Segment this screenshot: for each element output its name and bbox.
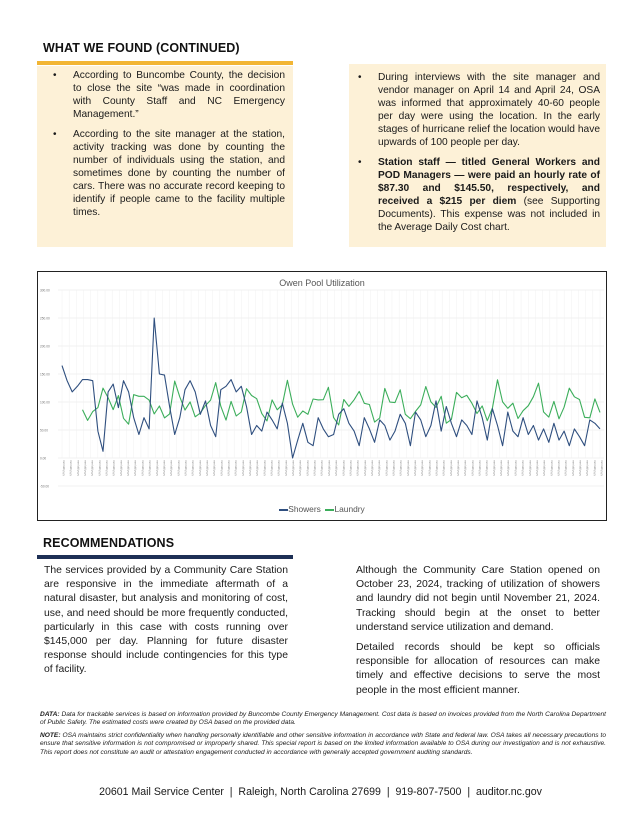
- recommendation-paragraph: Detailed records should be kept so officials responsible for allocation of resources can make timely and effective decisions to serve the most people in the most efficient manner.: [356, 642, 600, 696]
- x-tick-label: mm/dd/yyyy: [305, 460, 310, 477]
- confidentiality-note-label: NOTE:: [40, 732, 61, 739]
- y-tick-label: 100.00: [40, 400, 50, 405]
- confidentiality-note-text: OSA maintains strict confidentiality when handling personally identifiable and other sensitive information in accordance with State and federal law. OSA takes all necessary precautions to ensure that sensitive information is not compromised or improperly shared. This special report is based on the limited information available to OSA during our investigation and is not exhaustive. This report does not constitute an audit or attestation engagement conducted in accordance with generally accepted government auditing standards.: [40, 732, 606, 756]
- x-tick-label: mm/dd/yyyy: [442, 460, 447, 477]
- x-tick-label: mm/dd/yyyy: [76, 460, 81, 477]
- y-tick-label: 50.00: [40, 428, 48, 433]
- x-tick-label: mm/dd/yyyy: [363, 460, 368, 477]
- x-tick-label: mm/dd/yyyy: [191, 460, 196, 477]
- x-tick-label: mm/dd/yyyy: [478, 460, 483, 477]
- x-tick-label: mm/dd/yyyy: [97, 460, 102, 477]
- x-tick-label: mm/dd/yyyy: [205, 460, 210, 477]
- x-tick-label: mm/dd/yyyy: [592, 460, 597, 477]
- legend-label-showers: Showers: [288, 504, 321, 514]
- finding-bullet: [351, 156, 600, 234]
- laundry-series-line: [83, 380, 601, 425]
- x-tick-label: mm/dd/yyyy: [571, 460, 576, 477]
- finding-bullet-bold: Station staff — titled General Workers and POD Managers — were paid an hourly rate of $87.30 and $145.50, respectively, and received a $215 per diem: [378, 157, 600, 207]
- x-tick-label: mm/dd/yyyy: [549, 460, 554, 477]
- finding-bullet: • During interviews with the site manager and vendor manager on April 14 and April 24, OSA was informed that approximately 40-60 people per day were using the location. In the early stages of hurricane relief the location would have upwards of 100 people per day.: [351, 71, 600, 149]
- x-tick-label: mm/dd/yyyy: [341, 460, 346, 477]
- x-tick-label: mm/dd/yyyy: [449, 460, 454, 477]
- x-tick-label: mm/dd/yyyy: [535, 460, 540, 477]
- x-tick-label: mm/dd/yyyy: [399, 460, 404, 477]
- x-tick-label: mm/dd/yyyy: [169, 460, 174, 477]
- x-tick-label: mm/dd/yyyy: [356, 460, 361, 477]
- legend-swatch-showers: [279, 509, 288, 511]
- x-tick-label: mm/dd/yyyy: [456, 460, 461, 477]
- x-tick-label: mm/dd/yyyy: [377, 460, 382, 477]
- x-tick-label: mm/dd/yyyy: [513, 460, 518, 477]
- y-tick-label: -50.00: [40, 484, 50, 489]
- recommendation-paragraph: The services provided by a Community Care Station are responsive in the immediate aftermath of a natural disaster, but analysis and monitoring of cost, use, and need should be more frequently conducted, particularly in this case with costs running over $145,000 per day. Planning for future disaster response should include contingencies for this type of facility.: [44, 565, 288, 676]
- data-note: [40, 711, 606, 728]
- x-tick-label: mm/dd/yyyy: [427, 460, 432, 477]
- x-tick-label: mm/dd/yyyy: [499, 460, 504, 477]
- x-tick-label: mm/dd/yyyy: [492, 460, 497, 477]
- x-tick-label: mm/dd/yyyy: [255, 460, 260, 477]
- data-note-label: DATA:: [40, 711, 60, 718]
- finding-bullet: • According to Buncombe County, the decision to close the site “was made in coordination with County Staff and NC Emergency Management.”: [46, 69, 285, 121]
- section-heading-findings: WHAT WE FOUND (CONTINUED): [43, 41, 240, 55]
- x-tick-label: mm/dd/yyyy: [112, 460, 117, 477]
- findings-left-box: [37, 66, 293, 247]
- utilization-chart: [37, 271, 607, 521]
- finding-bullet-rest: (see Supporting Documents). This expense was not included in the Average Daily Cost chart.: [378, 196, 600, 233]
- x-tick-label: mm/dd/yyyy: [521, 460, 526, 477]
- y-tick-label: 0.00: [40, 456, 47, 461]
- x-tick-label: mm/dd/yyyy: [435, 460, 440, 477]
- x-tick-label: mm/dd/yyyy: [384, 460, 389, 477]
- x-tick-label: mm/dd/yyyy: [284, 460, 289, 477]
- x-tick-label: mm/dd/yyyy: [62, 460, 66, 477]
- x-tick-label: mm/dd/yyyy: [320, 460, 325, 477]
- y-tick-label: 300.00: [40, 288, 50, 293]
- chart-svg: [38, 272, 606, 520]
- confidentiality-note: [40, 732, 606, 757]
- heading-rule: [37, 555, 293, 559]
- x-tick-label: mm/dd/yyyy: [313, 460, 318, 477]
- heading-rule: [37, 61, 293, 65]
- data-note-text: Data for trackable services is based on information provided by Buncombe County Emergency Management. Cost data is based on invoices provided from the North Carolina Department of Public Safety. The estimated costs were created by OSA based on the provided data.: [40, 711, 606, 727]
- x-tick-label: mm/dd/yyyy: [564, 460, 569, 477]
- x-tick-label: mm/dd/yyyy: [148, 460, 153, 477]
- x-tick-label: mm/dd/yyyy: [391, 460, 396, 477]
- x-tick-label: mm/dd/yyyy: [413, 460, 418, 477]
- x-tick-label: mm/dd/yyyy: [155, 460, 160, 477]
- x-tick-label: mm/dd/yyyy: [234, 460, 239, 477]
- page-footer: 20601 Mail Service Center | Raleigh, North Carolina 27699 | 919-807-7500 | auditor.nc.gov: [99, 786, 542, 798]
- x-tick-label: mm/dd/yyyy: [262, 460, 267, 477]
- x-tick-label: mm/dd/yyyy: [162, 460, 167, 477]
- x-tick-label: mm/dd/yyyy: [212, 460, 217, 477]
- x-tick-label: mm/dd/yyyy: [556, 460, 561, 477]
- x-tick-label: mm/dd/yyyy: [90, 460, 95, 477]
- x-tick-label: mm/dd/yyyy: [176, 460, 181, 477]
- recommendation-paragraph: Although the Community Care Station opened on October 23, 2024, tracking of utilization of showers and laundry did not begin until November 21, 2024. Tracking should begin at the onset to better understand service utilization and demand.: [356, 565, 600, 633]
- x-tick-label: mm/dd/yyyy: [248, 460, 253, 477]
- x-tick-label: mm/dd/yyyy: [119, 460, 124, 477]
- x-tick-label: mm/dd/yyyy: [105, 460, 110, 477]
- x-tick-label: mm/dd/yyyy: [600, 460, 604, 477]
- showers-series-line: [62, 318, 600, 458]
- x-tick-label: mm/dd/yyyy: [485, 460, 490, 477]
- chart-title: Owen Pool Utilization: [279, 278, 365, 288]
- findings-right-box: [349, 64, 606, 247]
- x-tick-label: mm/dd/yyyy: [69, 460, 74, 477]
- x-tick-label: mm/dd/yyyy: [270, 460, 275, 477]
- x-tick-label: mm/dd/yyyy: [126, 460, 131, 477]
- x-tick-label: mm/dd/yyyy: [585, 460, 590, 477]
- x-tick-label: mm/dd/yyyy: [348, 460, 353, 477]
- x-tick-label: mm/dd/yyyy: [528, 460, 533, 477]
- x-tick-label: mm/dd/yyyy: [198, 460, 203, 477]
- section-heading-recommendations: RECOMMENDATIONS: [43, 536, 175, 550]
- x-tick-label: mm/dd/yyyy: [463, 460, 468, 477]
- x-tick-label: mm/dd/yyyy: [133, 460, 138, 477]
- chart-legend: [38, 504, 606, 514]
- finding-bullet: • According to the site manager at the station, activity tracking was done by counting the number of individuals using the station, and sometimes done by counting the number of cars. There was no accurate record keeping to identify if people came to the facility multiple times.: [46, 128, 285, 219]
- x-tick-label: mm/dd/yyyy: [334, 460, 339, 477]
- x-tick-label: mm/dd/yyyy: [83, 460, 88, 477]
- x-tick-label: mm/dd/yyyy: [370, 460, 375, 477]
- x-tick-label: mm/dd/yyyy: [542, 460, 547, 477]
- x-tick-label: mm/dd/yyyy: [183, 460, 188, 477]
- x-tick-label: mm/dd/yyyy: [327, 460, 332, 477]
- x-tick-label: mm/dd/yyyy: [298, 460, 303, 477]
- x-tick-label: mm/dd/yyyy: [470, 460, 475, 477]
- x-tick-label: mm/dd/yyyy: [226, 460, 231, 477]
- y-tick-label: 250.00: [40, 316, 50, 321]
- x-tick-label: mm/dd/yyyy: [406, 460, 411, 477]
- x-tick-label: mm/dd/yyyy: [420, 460, 425, 477]
- y-tick-label: 150.00: [40, 372, 50, 377]
- legend-label-laundry: Laundry: [334, 504, 365, 514]
- x-tick-label: mm/dd/yyyy: [578, 460, 583, 477]
- x-tick-label: mm/dd/yyyy: [506, 460, 511, 477]
- x-tick-label: mm/dd/yyyy: [140, 460, 145, 477]
- x-tick-label: mm/dd/yyyy: [291, 460, 296, 477]
- x-tick-label: mm/dd/yyyy: [277, 460, 282, 477]
- y-tick-label: 200.00: [40, 344, 50, 349]
- x-tick-label: mm/dd/yyyy: [219, 460, 224, 477]
- x-tick-label: mm/dd/yyyy: [241, 460, 246, 477]
